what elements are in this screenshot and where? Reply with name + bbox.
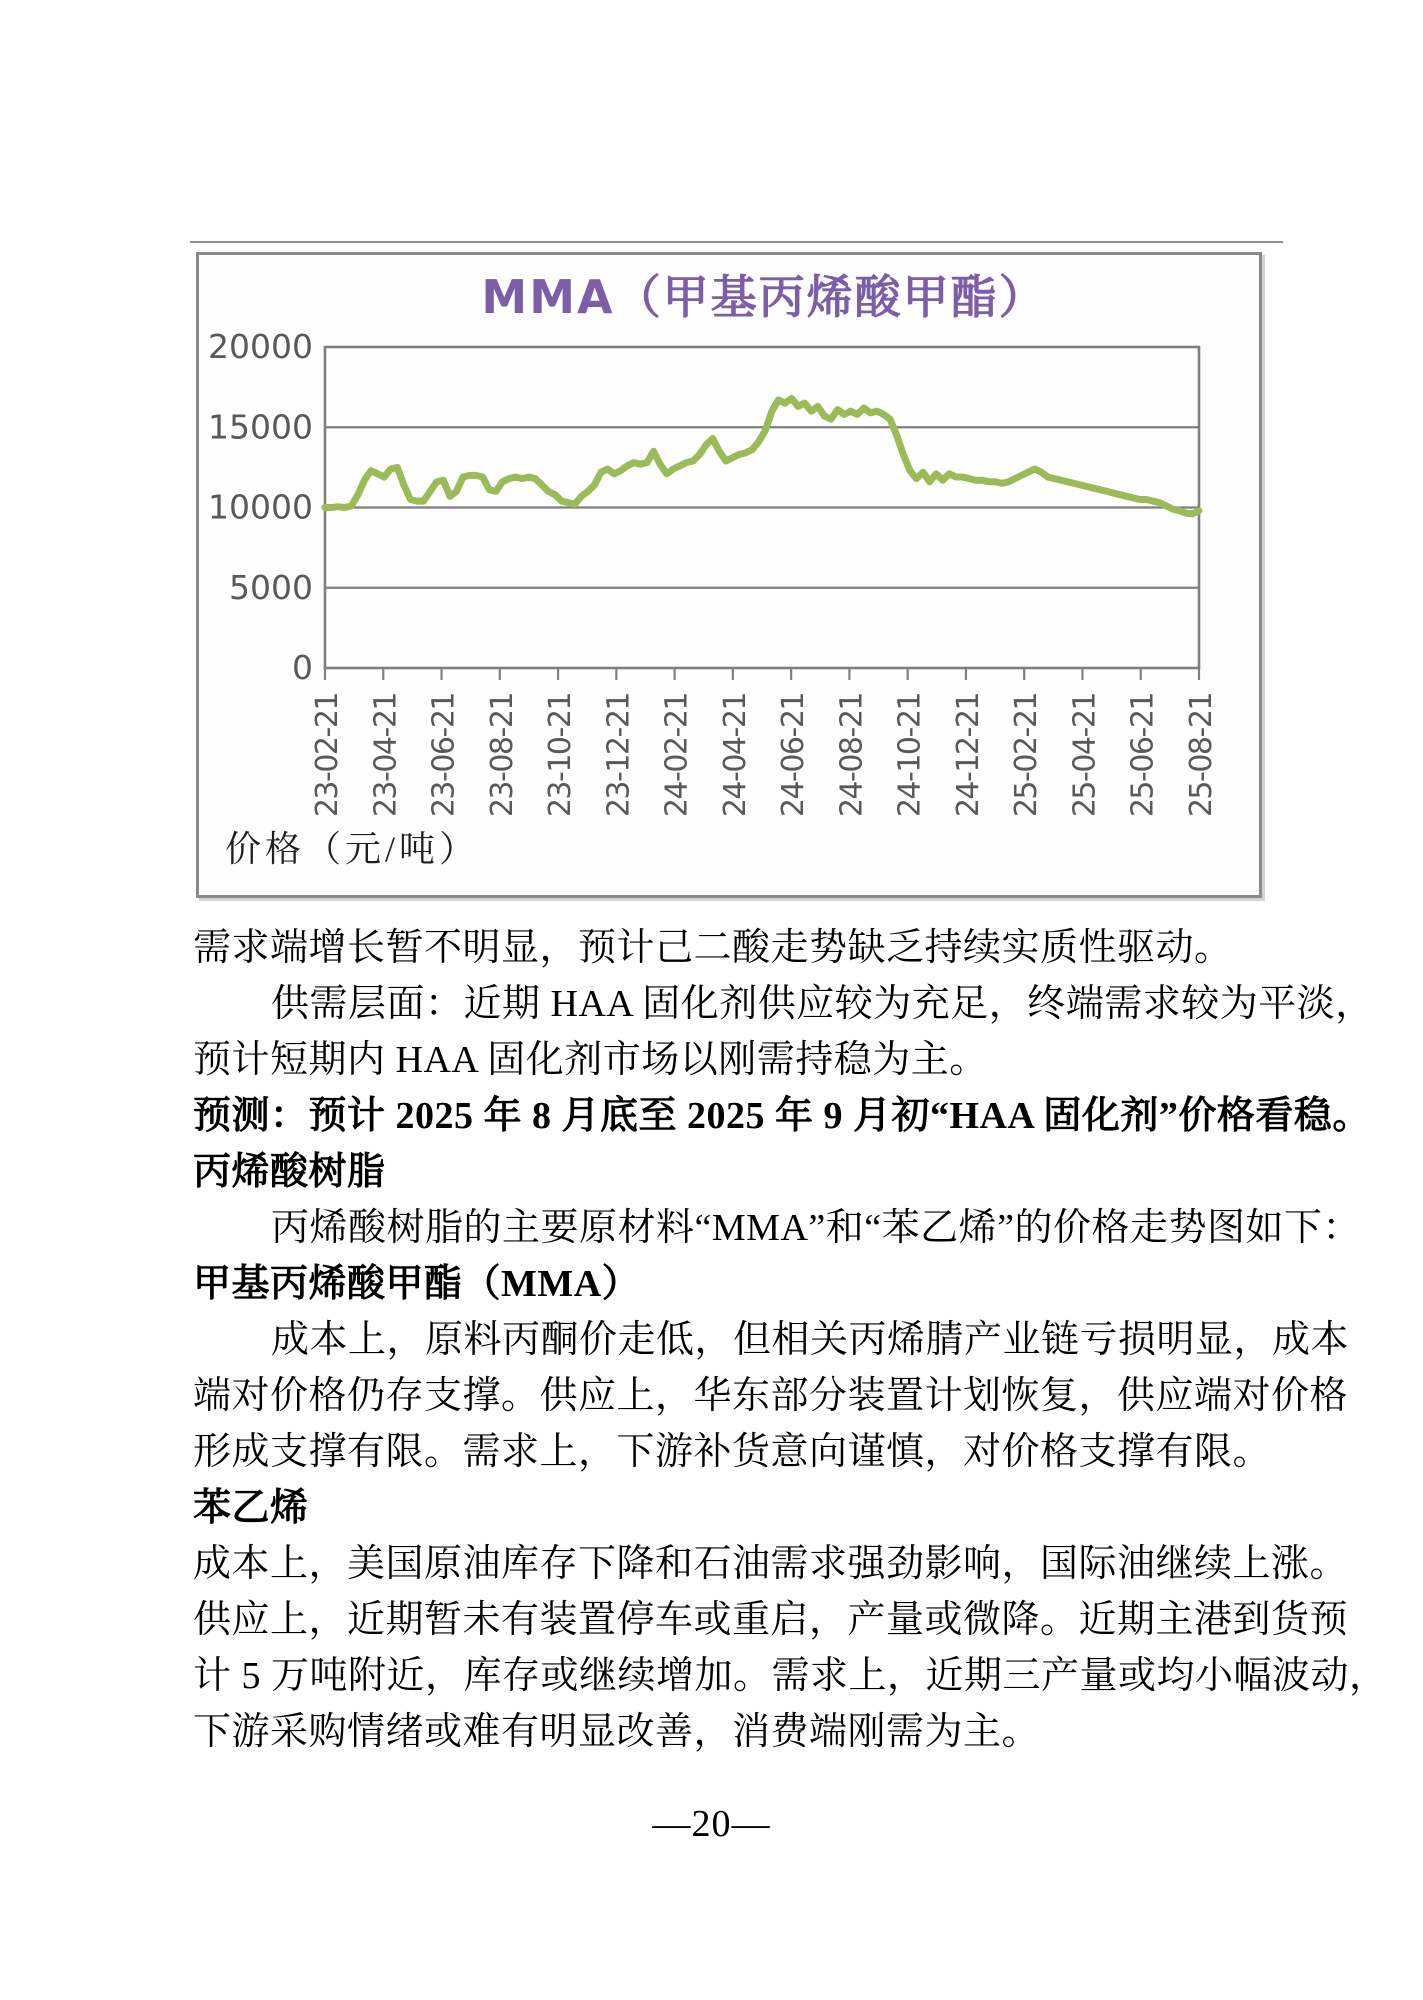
x-tick-label: 23-06-21 [426,693,462,818]
heading-line: 苯乙烯 [193,1487,309,1529]
page-number: —20— [652,1803,771,1845]
y-tick-label: 5000 [229,567,313,607]
x-tick-label: 25-02-21 [1009,693,1045,818]
x-tick-label: 25-06-21 [1125,693,1161,818]
paragraph-line: 需求端增长暂不明显，预计己二酸走势缺乏持续实质性驱动。 [193,927,1233,969]
paragraph-line: 端对价格仍存支撑。供应上，华东部分装置计划恢复，供应端对价格 [193,1375,1349,1417]
x-tick-label: 23-04-21 [368,693,404,818]
body-text [193,920,1388,1760]
x-tick-label: 24-06-21 [776,693,812,818]
price-line [325,398,1199,514]
heading-line: 丙烯酸树脂 [193,1151,386,1193]
mma-price-chart [196,252,1262,898]
paragraph-line: 丙烯酸树脂的主要原材料“MMA”和“苯乙烯”的价格走势图如下： [271,1207,1361,1249]
paragraph-line: 成本上，美国原油库存下降和石油需求强劲影响，国际油继续上涨。 [193,1543,1349,1585]
header-rule [190,241,1283,243]
paragraph-line: 计 5 万吨附近，库存或继续增加。需求上，近期三产量或均小幅波动， [193,1655,1388,1697]
paragraph-line: 下游采购情绪或难有明显改善，消费端刚需为主。 [193,1711,1041,1753]
x-tick-label: 23-12-21 [601,693,637,818]
x-tick-label: 23-10-21 [543,693,579,818]
paragraph-line: 成本上，原料丙酮价走低，但相关丙烯腈产业链亏损明显，成本 [271,1319,1350,1361]
y-axis-caption: 价格（元/吨） [225,829,480,869]
plot-svg [199,255,1259,895]
y-tick-label: 0 [292,648,313,687]
x-tick-label: 24-08-21 [834,693,870,818]
y-tick-label: 15000 [208,407,313,447]
y-tick-label: 20000 [208,327,313,366]
y-tick-label: 10000 [208,487,313,527]
x-tick-label: 24-04-21 [717,693,753,818]
x-tick-label: 23-02-21 [310,693,345,818]
x-tick-label: 24-02-21 [659,693,695,818]
x-tick-label: 25-08-21 [1184,693,1219,818]
chart-title: MMA（甲基丙烯酸甲酯） [481,270,1047,324]
x-tick-label: 25-04-21 [1067,693,1103,818]
paragraph-line: 供应上，近期暂未有装置停车或重启，产量或微降。近期主港到货预 [193,1599,1349,1641]
x-tick-label: 23-08-21 [484,693,520,818]
paragraph-line: 供需层面：近期 HAA 固化剂供应较为充足，终端需求较为平淡， [271,983,1374,1025]
x-tick-label: 24-12-21 [950,693,986,818]
heading-line: 甲基丙烯酸甲酯（MMA） [193,1263,641,1305]
paragraph-line: 形成支撑有限。需求上，下游补货意向谨慎，对价格支撑有限。 [193,1431,1272,1473]
x-tick-label: 24-10-21 [892,693,928,818]
paragraph-line: 预计短期内 HAA 固化剂市场以刚需持稳为主。 [193,1039,988,1081]
heading-line: 预测：预计 2025 年 8 月底至 2025 年 9 月初“HAA 固化剂”价格看稳。 [193,1095,1371,1137]
